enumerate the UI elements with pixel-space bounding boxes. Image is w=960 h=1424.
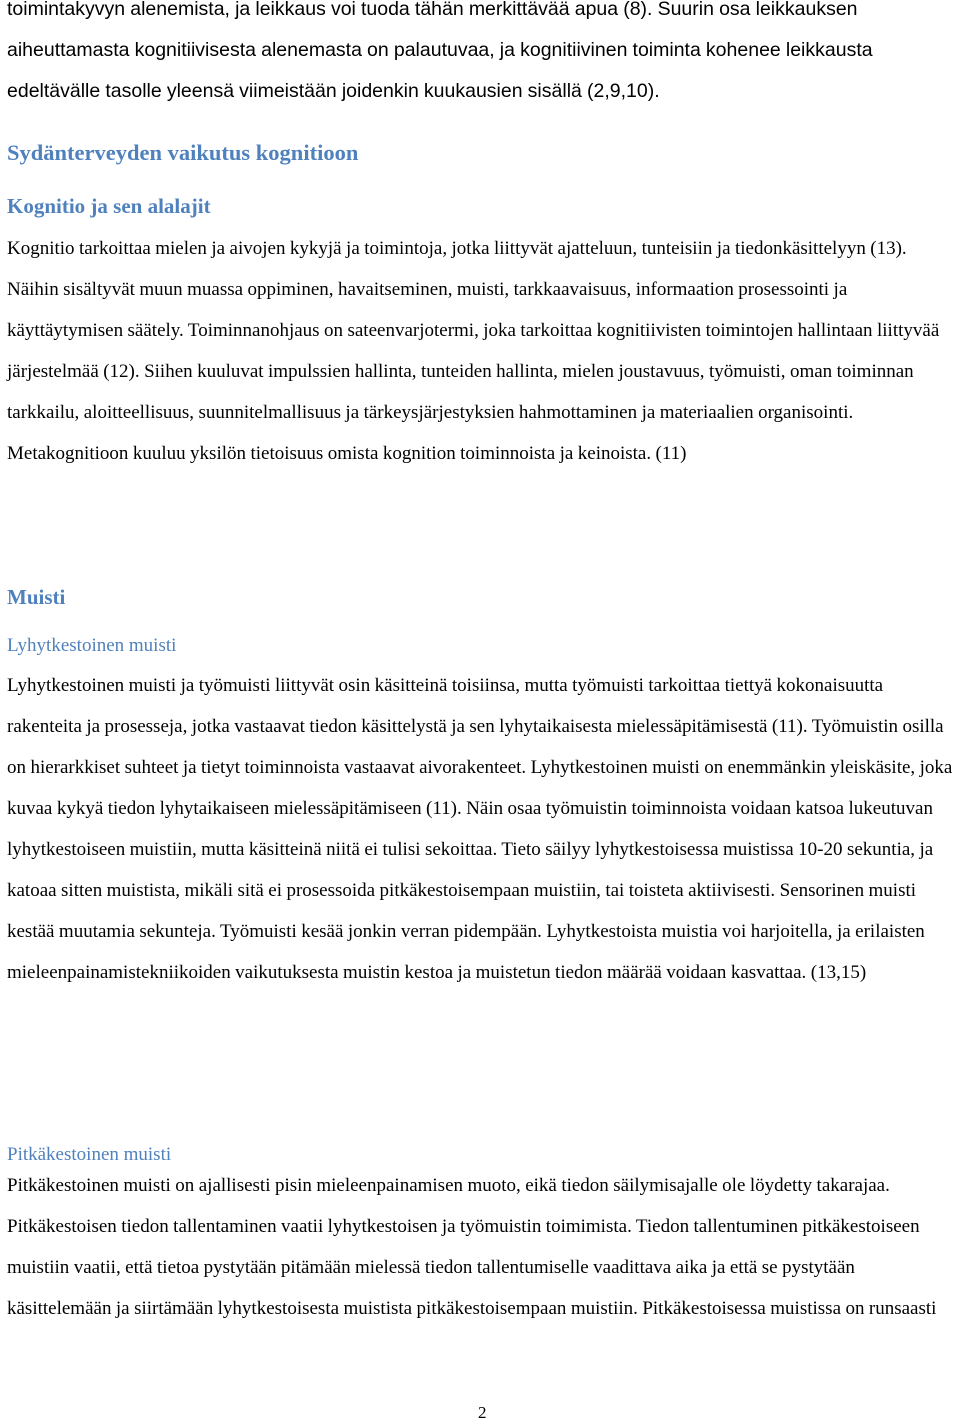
short-term-memory-heading: Lyhytkestoinen muisti	[7, 635, 177, 656]
long-term-memory-heading: Pitkäkestoinen muisti	[7, 1144, 172, 1165]
subsection-heading-cognition: Kognitio ja sen alalajit	[7, 194, 211, 218]
page-number: 2	[478, 1403, 487, 1422]
intro-paragraph: toimintakyvyn alenemista, ja leikkaus voi tuoda tähän merkittävää apua (8). Suurin osa leikkauksen aiheuttamasta kognitiivisesta alenemasta on palautuvaa, ja kognitiivinen toiminta kohenee leikkausta edeltävälle tasolle yleensä viimeistään joidenkin kuukausien sisällä (2,9,10).	[7, 0, 873, 102]
section-heading: Sydänterveyden vaikutus kognitioon	[7, 140, 359, 165]
subsection-heading-memory: Muisti	[7, 585, 66, 609]
short-term-memory-paragraph: Lyhytkestoinen muisti ja työmuisti liittyvät osin käsitteinä toisiinsa, mutta työmuisti tarkoittaa tiettyä kokonaisuutta rakenteita ja prosesseja, jotka vastaavat tiedon käsittelystä ja sen lyhytaikaisesta mielessäpitämisestä (11). Työmuistin osilla on hierarkkiset suhteet ja tietyt toiminnoista vastaavat aivorakenteet. Lyhytkestoinen muisti on enemmänkin yleiskäsite, joka kuvaa kykyä tiedon lyhytaikaiseen mielessäpitämiseen (11). Näin osaa työmuistin toiminnoista voidaan katsoa lukeutuvan lyhytkestoiseen muistiin, mutta käsitteinä niitä ei tulisi sekoittaa. Tieto säilyy lyhytkestoisessa muistissa 10-20 sekuntia, ja katoaa sitten muistista, mikäli sitä ei prosessoida pitkäkestoisempaan muistiin, tai toisteta aktiivisesti. Sensorinen muisti kestää muutamia sekunteja. Työmuisti kesää jonkin verran pidempään. Lyhytkestoista muistia voi harjoitella, ja erilaisten mieleenpainamistekniikoiden vaikutuksesta muistin kestoa ja muistetun tiedon määrää voidaan kasvattaa. (13,15)	[7, 675, 953, 983]
long-term-memory-paragraph: Pitkäkestoinen muisti on ajallisesti pisin mieleenpainamisen muoto, eikä tiedon säilymisajalle ole löydetty takarajaa. Pitkäkestoisen tiedon tallentaminen vaatii lyhytkestoisen ja työmuistin toimimista. Tiedon tallentuminen pitkäkestoiseen muistiin vaatii, että tietoa pystytään pitämään mielessä tiedon tallentumiselle vaadittava aika ja että se pystytään käsittelemään ja siirtämään lyhytkestoisesta muistista pitkäkestoisempaan muistiin. Pitkäkestoisessa muistissa on runsaasti	[7, 1175, 937, 1319]
cognition-paragraph: Kognitio tarkoittaa mielen ja aivojen kykyjä ja toimintoja, jotka liittyvät ajatteluun, tunteisiin ja tiedonkäsittelyyn (13). Näihin sisältyvät muun muassa oppiminen, havaitseminen, muisti, tarkkaavaisuus, informaation prosessointi ja käyttäytymisen säätely. Toiminnanohjaus on sateenvarjotermi, joka tarkoittaa kognitiivisten toimintojen hallintaan liittyvää järjestelmää (12). Siihen kuuluvat impulssien hallinta, tunteiden hallinta, mielen joustavuus, työmuisti, oman toiminnan tarkkailu, aloitteellisuus, suunnitelmallisuus ja tärkeysjärjestyksien hahmottaminen ja materiaalien organisointi. Metakognitioon kuuluu yksilön tietoisuus omista kognition toiminnoista ja keinoista. (11)	[7, 238, 940, 464]
